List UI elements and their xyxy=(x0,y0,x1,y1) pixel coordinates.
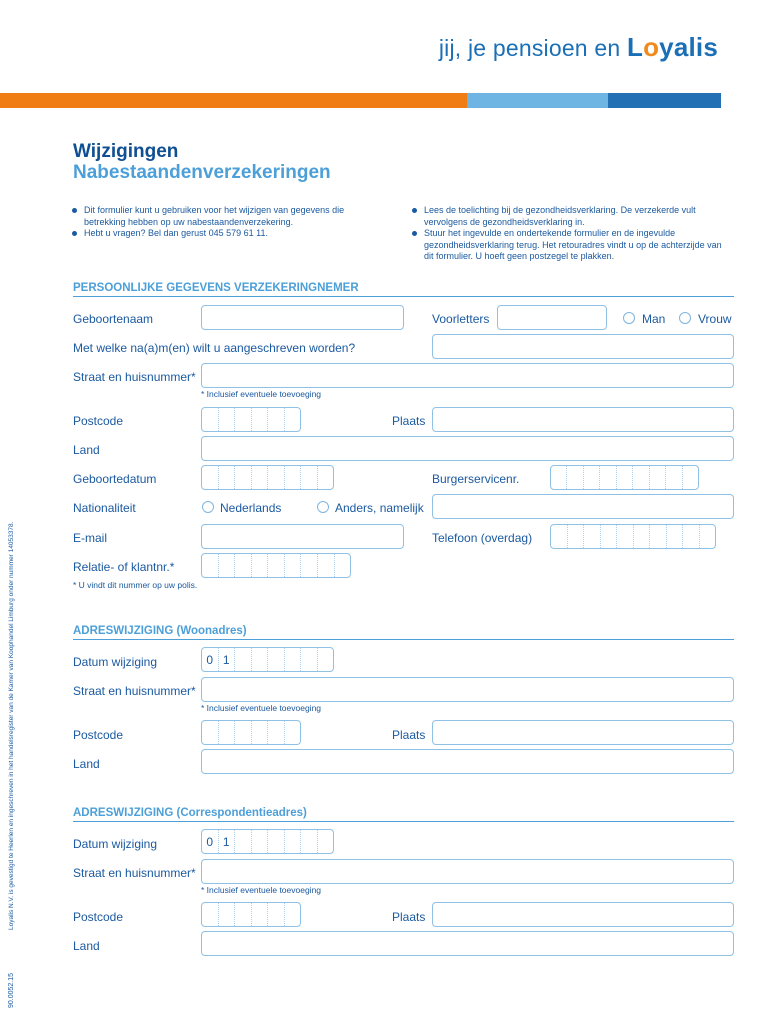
email-label: E-mail xyxy=(73,531,108,545)
section-divider xyxy=(73,821,734,822)
land-label: Land xyxy=(73,757,100,771)
nederlands-label: Nederlands xyxy=(220,501,282,515)
postcode-input[interactable] xyxy=(201,902,301,927)
land-label: Land xyxy=(73,939,100,953)
geboortedatum-input[interactable] xyxy=(201,465,334,490)
straat-input[interactable] xyxy=(201,677,734,702)
section-correspondentieadres-title: ADRESWIJZIGING (Correspondentieadres) xyxy=(73,807,307,819)
intro-bullet-2: Hebt u vragen? Bel dan gerust 045 579 61 11. xyxy=(84,228,374,240)
datum-wijziging-input[interactable]: 0 1 xyxy=(201,829,334,854)
land-label: Land xyxy=(73,443,100,457)
telefoon-input[interactable] xyxy=(550,524,716,549)
straat-note: * Inclusief eventuele toevoeging xyxy=(201,389,322,399)
page-title: Wijzigingen xyxy=(73,141,179,162)
geboortedatum-label: Geboortedatum xyxy=(73,472,157,486)
header-tagline xyxy=(439,32,718,63)
datum-wijziging-input[interactable]: 0 1 xyxy=(201,647,334,672)
geboortenaam-input[interactable] xyxy=(201,305,404,330)
intro-bullet-3: Lees de toelichting bij de gezondheidsverklaring. De verzekerde vult vervolgens de gezondheidsverklaring in. xyxy=(424,205,724,228)
man-label: Man xyxy=(642,312,666,326)
legal-sidebar-text: Loyalis N.V. is gevestigd te Heerlen en ingeschreven in het handelsregister van de Kamer van Koophandel Limburg onder nummer 14053378. xyxy=(8,521,15,930)
intro-bullet-4: Stuur het ingevulde en ondertekende formulier en de ingevulde gezondheidsverklaring terug. Het retouradres vindt u op de achterzijde van dit formulier. U hoeft geen postzegel te plakken. xyxy=(424,228,724,263)
email-input[interactable] xyxy=(201,524,404,549)
plaats-input[interactable] xyxy=(432,720,734,745)
color-band-dark-blue xyxy=(608,93,721,108)
geboortenaam-label: Geboortenaam xyxy=(73,312,154,326)
plaats-input[interactable] xyxy=(432,407,734,432)
voorletters-input[interactable] xyxy=(497,305,607,330)
voorletters-label: Voorletters xyxy=(432,312,490,326)
datum-wijziging-label: Datum wijziging xyxy=(73,837,158,851)
nederlands-radio[interactable] xyxy=(202,501,214,513)
bsn-input[interactable] xyxy=(550,465,699,490)
straat-note: * Inclusief eventuele toevoeging xyxy=(201,703,322,713)
plaats-label: Plaats xyxy=(392,728,426,742)
vrouw-label: Vrouw xyxy=(698,312,732,326)
aanschrijven-input[interactable] xyxy=(432,334,734,359)
intro-bullet-1: Dit formulier kunt u gebruiken voor het wijzigen van gegevens die betrekking hebben op uw nabestaandenverzekering. xyxy=(84,205,374,228)
postcode-label: Postcode xyxy=(73,414,124,428)
postcode-input[interactable] xyxy=(201,720,301,745)
section-personal-title: PERSOONLIJKE GEGEVENS VERZEKERINGNEMER xyxy=(73,282,359,294)
vrouw-radio[interactable] xyxy=(679,312,691,324)
land-input[interactable] xyxy=(201,931,734,956)
color-band-light-blue xyxy=(467,93,608,108)
straat-note: * Inclusief eventuele toevoeging xyxy=(201,885,322,895)
color-band-orange xyxy=(0,93,467,108)
form-code: 90.0052.15 xyxy=(8,972,15,1008)
page-subtitle: Nabestaandenverzekeringen xyxy=(73,162,331,183)
land-input[interactable] xyxy=(201,749,734,774)
section-divider xyxy=(73,296,734,297)
tagline-text: jij, je pensioen en xyxy=(438,35,621,61)
loyalis-logo: Loyalis xyxy=(626,32,718,62)
aanschrijven-label: Met welke na(a)m(en) wilt u aangeschreven worden? xyxy=(73,341,356,355)
postcode-label: Postcode xyxy=(73,728,124,742)
section-woonadres-title: ADRESWIJZIGING (Woonadres) xyxy=(73,625,247,637)
nationaliteit-label: Nationaliteit xyxy=(73,501,136,515)
straat-input[interactable] xyxy=(201,859,734,884)
datum-wijziging-label: Datum wijziging xyxy=(73,655,158,669)
relatie-label: Relatie- of klantnr.* xyxy=(73,560,175,574)
man-radio[interactable] xyxy=(623,312,635,324)
relatie-note: * U vindt dit nummer op uw polis. xyxy=(73,580,198,590)
plaats-label: Plaats xyxy=(392,414,426,428)
plaats-input[interactable] xyxy=(432,902,734,927)
anders-input[interactable] xyxy=(432,494,734,519)
postcode-label: Postcode xyxy=(73,910,124,924)
anders-radio[interactable] xyxy=(317,501,329,513)
relatie-input[interactable] xyxy=(201,553,351,578)
anders-label: Anders, namelijk xyxy=(335,501,424,515)
telefoon-label: Telefoon (overdag) xyxy=(432,531,533,545)
straat-label: Straat en huisnummer* xyxy=(73,370,196,384)
straat-label: Straat en huisnummer* xyxy=(73,866,196,880)
bsn-label: Burgerservicenr. xyxy=(432,472,520,486)
postcode-input[interactable] xyxy=(201,407,301,432)
section-divider xyxy=(73,639,734,640)
land-input[interactable] xyxy=(201,436,734,461)
plaats-label: Plaats xyxy=(392,910,426,924)
straat-input[interactable] xyxy=(201,363,734,388)
straat-label: Straat en huisnummer* xyxy=(73,684,196,698)
